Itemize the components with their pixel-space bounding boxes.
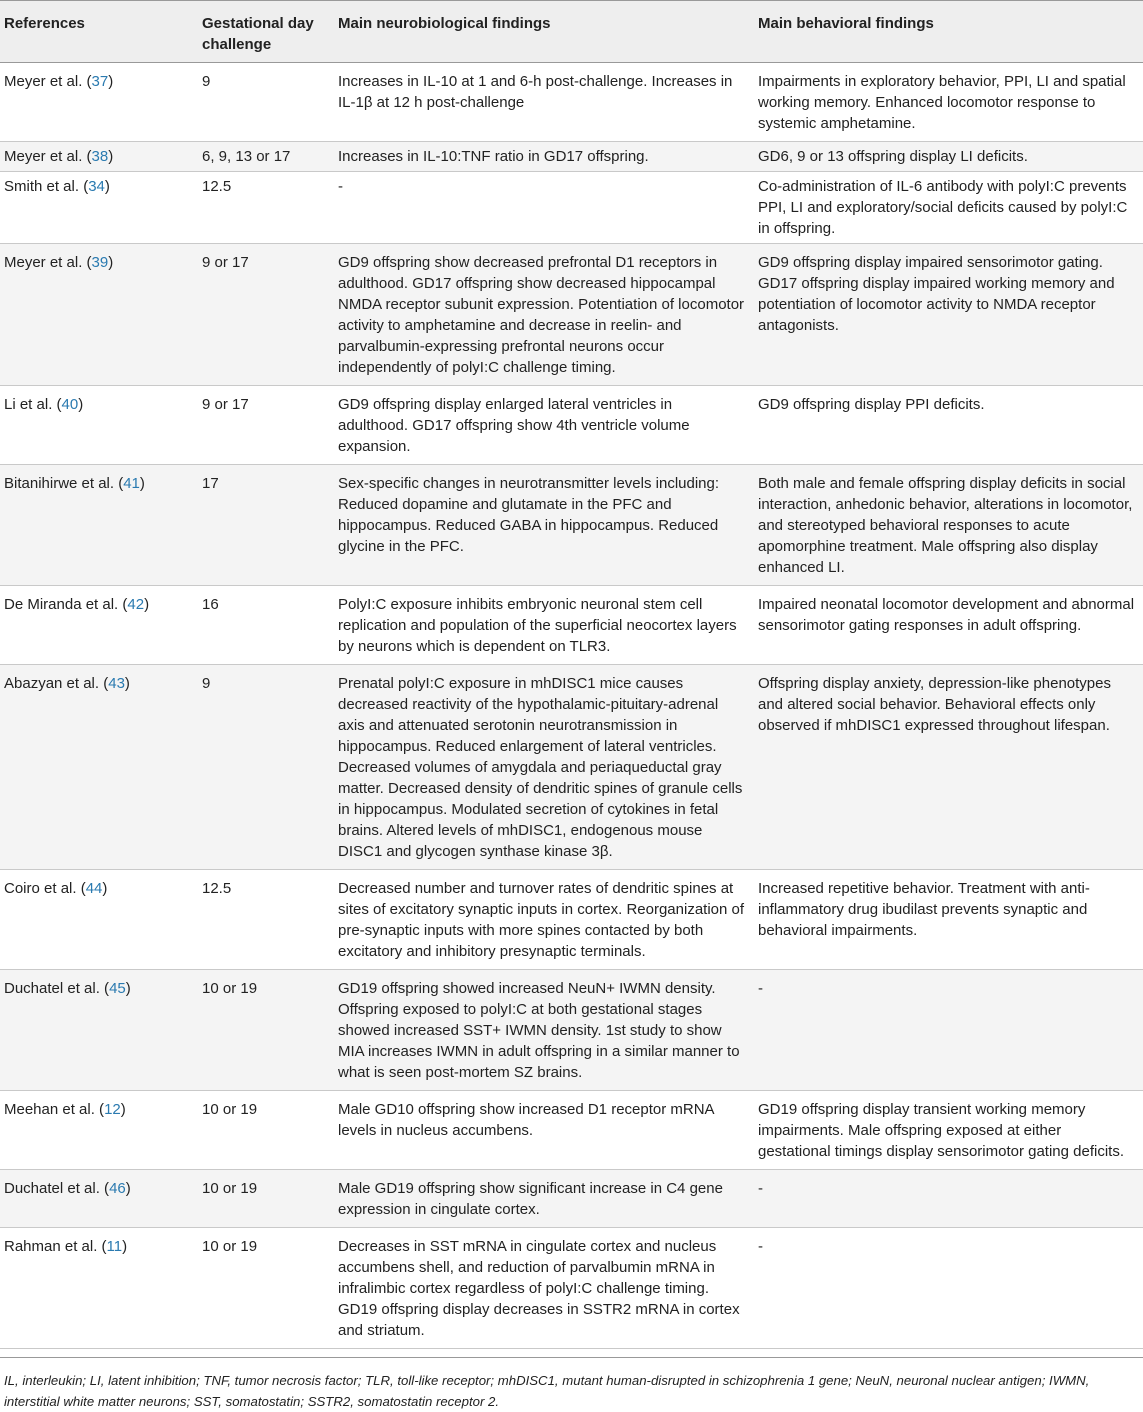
- cell-reference: [0, 1170, 198, 1228]
- reference-link[interactable]: 12: [104, 1101, 121, 1118]
- cell-behavioral: Increased repetitive behavior. Treatment with anti-inflammatory drug ibudilast prevents synaptic and behavioral impairments.: [754, 870, 1143, 970]
- reference-link[interactable]: 37: [91, 73, 109, 90]
- reference-close: ): [120, 1101, 126, 1118]
- cell-neurobiological: Sex-specific changes in neurotransmitter levels including: Reduced dopamine and glutamate in the PFC and hippocampus. Reduced GABA in hippocampus. Reduced glycine in the PFC.: [334, 465, 754, 586]
- cell-gestational-day: 10 or 19: [198, 1170, 334, 1228]
- reference-author: Meyer et al. (: [4, 254, 92, 271]
- cell-reference: [0, 142, 198, 172]
- cell-behavioral: -: [754, 1228, 1143, 1349]
- header-neurobiological: Main neurobiological findings: [334, 1, 754, 63]
- table-row: [0, 1228, 1143, 1349]
- reference-author: Meyer et al. (: [4, 73, 92, 90]
- cell-behavioral: GD6, 9 or 13 offspring display LI deficits.: [754, 142, 1143, 172]
- cell-gestational-day: 16: [198, 586, 334, 665]
- cell-reference: [0, 1091, 198, 1170]
- reference-author: Duchatel et al. (: [4, 1180, 110, 1197]
- cell-gestational-day: 10 or 19: [198, 1228, 334, 1349]
- reference-close: ): [144, 596, 150, 613]
- table-row: [0, 970, 1143, 1091]
- table-row: [0, 665, 1143, 870]
- cell-gestational-day: 9 or 17: [198, 244, 334, 386]
- cell-neurobiological: Male GD10 offspring show increased D1 receptor mRNA levels in nucleus accumbens.: [334, 1091, 754, 1170]
- cell-reference: [0, 586, 198, 665]
- cell-neurobiological: Prenatal polyI:C exposure in mhDISC1 mice causes decreased reactivity of the hypothalamic-pituitary-adrenal axis and attenuated serotonin neurotransmission in hippocampus. Reduced enlargement of lateral ventricles. Decreased volumes of amygdala and periaqueductal gray matter. Decreased density of dendritic spines of granule cells in hippocampus. Modulated secretion of cytokines in fetal brains. Altered levels of mhDISC1, endogenous mouse DISC1 and glycogen synthase kinase 3β.: [334, 665, 754, 870]
- reference-close: ): [139, 475, 145, 492]
- cell-gestational-day: 12.5: [198, 870, 334, 970]
- reference-link[interactable]: 41: [123, 475, 140, 492]
- reference-close: ): [108, 148, 114, 165]
- table-row: [0, 386, 1143, 465]
- cell-gestational-day: 9: [198, 665, 334, 870]
- cell-gestational-day: 10 or 19: [198, 970, 334, 1091]
- reference-author: Meyer et al. (: [4, 148, 92, 165]
- table-footnote: IL, interleukin; LI, latent inhibition; TNF, tumor necrosis factor; TLR, toll-like receptor; mhDISC1, mutant human-disrupted in schizophrenia 1 gene; NeuN, neuronal nuclear antigen; IWMN, interstitial white matter neurons; SST, somatostatin; SSTR2, somatostatin receptor 2.: [0, 1357, 1143, 1412]
- reference-close: ): [104, 178, 110, 195]
- reference-author: Rahman et al. (: [4, 1238, 107, 1255]
- cell-gestational-day: 10 or 19: [198, 1091, 334, 1170]
- cell-behavioral: Offspring display anxiety, depression-like phenotypes and altered social behavior. Behavioral effects only observed if mhDISC1 expressed throughout lifespan.: [754, 665, 1143, 870]
- cell-behavioral: Impairments in exploratory behavior, PPI, LI and spatial working memory. Enhanced locomotor response to systemic amphetamine.: [754, 63, 1143, 142]
- reference-close: ): [125, 980, 131, 997]
- table-row: [0, 244, 1143, 386]
- table-body: [0, 63, 1143, 1349]
- cell-behavioral: -: [754, 970, 1143, 1091]
- cell-behavioral: -: [754, 1170, 1143, 1228]
- reference-close: ): [124, 675, 130, 692]
- cell-neurobiological: Increases in IL-10 at 1 and 6-h post-challenge. Increases in IL-1β at 12 h post-challenge: [334, 63, 754, 142]
- reference-author: De Miranda et al. (: [4, 596, 128, 613]
- reference-author: Abazyan et al. (: [4, 675, 109, 692]
- table-header: [0, 1, 1143, 63]
- reference-close: ): [102, 880, 108, 897]
- cell-neurobiological: Decreases in SST mRNA in cingulate cortex and nucleus accumbens shell, and reduction of parvalbumin mRNA in infralimbic cortex regardless of polyI:C challenge timing. GD19 offspring display decreases in SSTR2 mRNA in cortex and striatum.: [334, 1228, 754, 1349]
- cell-reference: [0, 1228, 198, 1349]
- reference-author: Li et al. (: [4, 396, 62, 413]
- cell-behavioral: Co-administration of IL-6 antibody with polyI:C prevents PPI, LI and exploratory/social deficits caused by polyI:C in offspring.: [754, 172, 1143, 244]
- cell-reference: [0, 172, 198, 244]
- cell-reference: [0, 665, 198, 870]
- reference-link[interactable]: 46: [109, 1180, 126, 1197]
- reference-close: ): [122, 1238, 128, 1255]
- reference-author: Meehan et al. (: [4, 1101, 105, 1118]
- table-row: [0, 1091, 1143, 1170]
- cell-behavioral: GD19 offspring display transient working memory impairments. Male offspring exposed at either gestational timings display sensorimotor gating deficits.: [754, 1091, 1143, 1170]
- cell-gestational-day: 9: [198, 63, 334, 142]
- table-row: [0, 63, 1143, 142]
- cell-neurobiological: GD9 offspring display enlarged lateral ventricles in adulthood. GD17 offspring show 4th ventricle volume expansion.: [334, 386, 754, 465]
- cell-neurobiological: GD19 offspring showed increased NeuN+ IWMN density. Offspring exposed to polyI:C at both gestational stages showed increased SST+ IWMN density. 1st study to show MIA increases IWMN in adult offspring in a similar manner to what is seen post-mortem SZ brains.: [334, 970, 754, 1091]
- reference-close: ): [78, 396, 84, 413]
- reference-author: Duchatel et al. (: [4, 980, 110, 997]
- cell-neurobiological: -: [334, 172, 754, 244]
- cell-behavioral: Impaired neonatal locomotor development and abnormal sensorimotor gating responses in adult offspring.: [754, 586, 1143, 665]
- reference-close: ): [108, 254, 114, 271]
- cell-reference: [0, 63, 198, 142]
- cell-reference: [0, 386, 198, 465]
- reference-link[interactable]: 39: [91, 254, 109, 271]
- header-gestational-day: Gestational day challenge: [198, 1, 334, 63]
- cell-reference: [0, 465, 198, 586]
- cell-neurobiological: Decreased number and turnover rates of dendritic spines at sites of excitatory synaptic inputs in cortex. Reorganization of pre-synaptic inputs with more spines contacted by both excitatory and inhibitory presynaptic terminals.: [334, 870, 754, 970]
- cell-gestational-day: 17: [198, 465, 334, 586]
- header-behavioral: Main behavioral findings: [754, 1, 1143, 63]
- header-references: References: [0, 1, 198, 63]
- cell-behavioral: GD9 offspring display PPI deficits.: [754, 386, 1143, 465]
- cell-gestational-day: 12.5: [198, 172, 334, 244]
- reference-author: Smith et al. (: [4, 178, 89, 195]
- cell-behavioral: Both male and female offspring display deficits in social interaction, anhedonic behavior, alterations in locomotor, and stereotyped behavioral responses to acute apomorphine treatment. Male offspring also display enhanced LI.: [754, 465, 1143, 586]
- reference-close: ): [125, 1180, 131, 1197]
- table-row: [0, 172, 1143, 244]
- reference-link[interactable]: 42: [127, 596, 145, 613]
- reference-author: Bitanihirwe et al. (: [4, 475, 124, 492]
- cell-neurobiological: Increases in IL-10:TNF ratio in GD17 offspring.: [334, 142, 754, 172]
- table-row: [0, 142, 1143, 172]
- reference-link[interactable]: 38: [91, 148, 109, 165]
- table-row: [0, 1170, 1143, 1228]
- cell-neurobiological: PolyI:C exposure inhibits embryonic neuronal stem cell replication and population of the superficial neocortex layers by neurons which is dependent on TLR3.: [334, 586, 754, 665]
- reference-link[interactable]: 43: [108, 675, 125, 692]
- reference-link[interactable]: 34: [88, 178, 105, 195]
- table-row: [0, 586, 1143, 665]
- reference-link[interactable]: 45: [109, 980, 126, 997]
- cell-reference: [0, 870, 198, 970]
- cell-gestational-day: 9 or 17: [198, 386, 334, 465]
- reference-link[interactable]: 11: [106, 1238, 123, 1255]
- table-row: [0, 465, 1143, 586]
- cell-gestational-day: 6, 9, 13 or 17: [198, 142, 334, 172]
- cell-reference: [0, 244, 198, 386]
- header-row: [0, 1, 1143, 63]
- reference-link[interactable]: 44: [85, 880, 103, 897]
- cell-reference: [0, 970, 198, 1091]
- cell-neurobiological: GD9 offspring show decreased prefrontal D1 receptors in adulthood. GD17 offspring show decreased hippocampal NMDA receptor subunit expression. Potentiation of locomotor activity to amphetamine and decrease in reelin- and parvalbumin-expressing prefrontal neurons occur independently of polyI:C challenge timing.: [334, 244, 754, 386]
- reference-author: Coiro et al. (: [4, 880, 86, 897]
- cell-neurobiological: Male GD19 offspring show significant increase in C4 gene expression in cingulate cortex.: [334, 1170, 754, 1228]
- cell-behavioral: GD9 offspring display impaired sensorimotor gating. GD17 offspring display impaired working memory and potentiation of locomotor activity to NMDA receptor antagonists.: [754, 244, 1143, 386]
- reference-link[interactable]: 40: [61, 396, 79, 413]
- table-row: [0, 870, 1143, 970]
- reference-close: ): [108, 73, 114, 90]
